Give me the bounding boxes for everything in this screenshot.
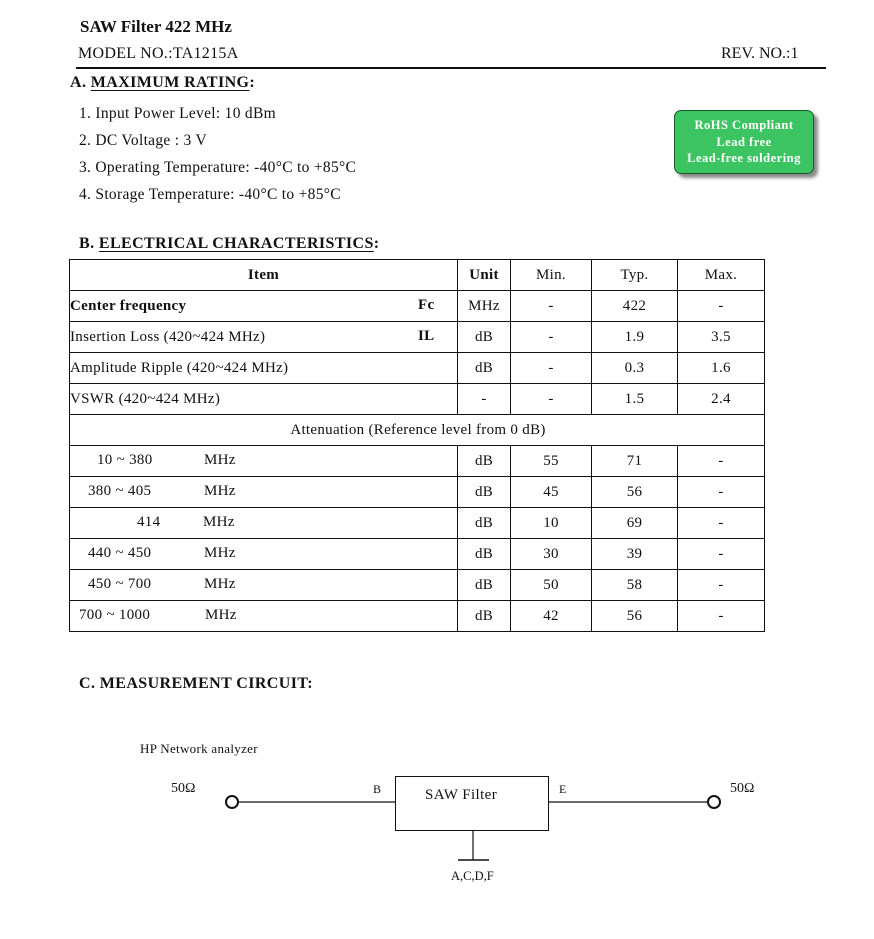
row-min: 45 — [511, 477, 592, 508]
row-typ: 1.9 — [592, 322, 678, 353]
attenuation-range: 700 ~ 1000 — [79, 607, 151, 623]
row-typ: 1.5 — [592, 384, 678, 415]
row-min: - — [511, 384, 592, 415]
row-max: - — [678, 539, 765, 570]
output-pin-label: E — [559, 782, 567, 796]
badge-line: RoHS Compliant — [694, 118, 794, 133]
row-typ: 39 — [592, 539, 678, 570]
network-analyzer-label: HP Network analyzer — [140, 741, 258, 756]
document-title: SAW Filter 422 MHz — [80, 17, 232, 36]
row-max: 1.6 — [678, 353, 765, 384]
row-min: 55 — [511, 446, 592, 477]
row-min: - — [511, 353, 592, 384]
row-typ: 56 — [592, 477, 678, 508]
row-max: - — [678, 601, 765, 632]
section-b-title: ELECTRICAL CHARACTERISTICS — [98, 235, 374, 252]
input-terminal — [226, 796, 238, 808]
row-max: - — [678, 446, 765, 477]
attenuation-freq-unit: MHz — [204, 452, 236, 468]
row-unit: dB — [458, 353, 511, 384]
header-unit: Unit — [458, 260, 511, 291]
model-number: MODEL NO.:TA1215A — [78, 45, 239, 62]
attenuation-freq-unit: MHz — [204, 545, 236, 561]
header-typ: Typ. — [592, 260, 678, 291]
attenuation-label: Attenuation (Reference level from 0 dB) — [70, 415, 765, 446]
rating-item: 2. DC Voltage : 3 V — [79, 132, 207, 149]
output-terminal — [708, 796, 720, 808]
row-item-label: Center frequency — [70, 297, 187, 314]
rating-item: 3. Operating Temperature: -40°C to +85°C — [79, 159, 357, 176]
rating-item: 1. Input Power Level: 10 dBm — [79, 105, 276, 122]
rating-item: 4. Storage Temperature: -40°C to +85°C — [79, 186, 341, 203]
row-min: 30 — [511, 539, 592, 570]
row-item-label: Insertion Loss (420~424 MHz) — [70, 328, 266, 345]
badge-line: Lead-free soldering — [687, 151, 801, 166]
section-a-suffix: : — [249, 74, 256, 91]
section-b-prefix: B. — [79, 235, 99, 252]
row-typ: 71 — [592, 446, 678, 477]
row-max: - — [678, 570, 765, 601]
row-unit: - — [458, 384, 511, 415]
attenuation-freq-unit: MHz — [203, 514, 235, 530]
saw-filter-label: SAW Filter — [425, 787, 498, 803]
row-symbol: Fc — [418, 297, 435, 313]
badge-line: Lead free — [716, 134, 772, 149]
row-unit: dB — [458, 446, 511, 477]
row-min: - — [511, 291, 592, 322]
ground-pins-label: A,C,D,F — [451, 869, 494, 883]
header-item: Item — [70, 260, 458, 291]
attenuation-freq-unit: MHz — [204, 576, 236, 592]
row-max: 2.4 — [678, 384, 765, 415]
row-typ: 422 — [592, 291, 678, 322]
row-unit: MHz — [458, 291, 511, 322]
row-unit: dB — [458, 322, 511, 353]
header-max: Max. — [678, 260, 765, 291]
row-symbol: IL — [418, 328, 435, 344]
row-max: - — [678, 477, 765, 508]
row-unit: dB — [458, 570, 511, 601]
attenuation-range: 450 ~ 700 — [88, 576, 152, 592]
row-item-label: Amplitude Ripple (420~424 MHz) — [70, 359, 289, 376]
row-min: 10 — [511, 508, 592, 539]
row-unit: dB — [458, 539, 511, 570]
row-min: - — [511, 322, 592, 353]
row-typ: 58 — [592, 570, 678, 601]
attenuation-range: 380 ~ 405 — [88, 483, 152, 499]
attenuation-range: 440 ~ 450 — [88, 545, 152, 561]
section-a-title: MAXIMUM RATING — [90, 74, 250, 91]
header-min: Min. — [511, 260, 592, 291]
attenuation-range: 414 — [137, 514, 161, 530]
section-c-heading: C. MEASUREMENT CIRCUIT: — [79, 675, 313, 692]
row-unit: dB — [458, 601, 511, 632]
row-unit: dB — [458, 477, 511, 508]
row-item-label: VSWR (420~424 MHz) — [70, 390, 221, 407]
row-unit: dB — [458, 508, 511, 539]
right-impedance-label: 50Ω — [730, 781, 755, 796]
row-typ: 0.3 — [592, 353, 678, 384]
attenuation-freq-unit: MHz — [205, 607, 237, 623]
row-max: - — [678, 291, 765, 322]
input-pin-label: B — [373, 782, 382, 796]
row-typ: 56 — [592, 601, 678, 632]
row-min: 50 — [511, 570, 592, 601]
section-a-prefix: A. — [70, 74, 91, 91]
attenuation-range: 10 ~ 380 — [97, 452, 153, 468]
row-max: 3.5 — [678, 322, 765, 353]
row-max: - — [678, 508, 765, 539]
row-min: 42 — [511, 601, 592, 632]
section-b-suffix: : — [373, 235, 380, 252]
attenuation-freq-unit: MHz — [204, 483, 236, 499]
left-impedance-label: 50Ω — [171, 781, 196, 796]
row-typ: 69 — [592, 508, 678, 539]
revision-number: REV. NO.:1 — [721, 45, 799, 62]
